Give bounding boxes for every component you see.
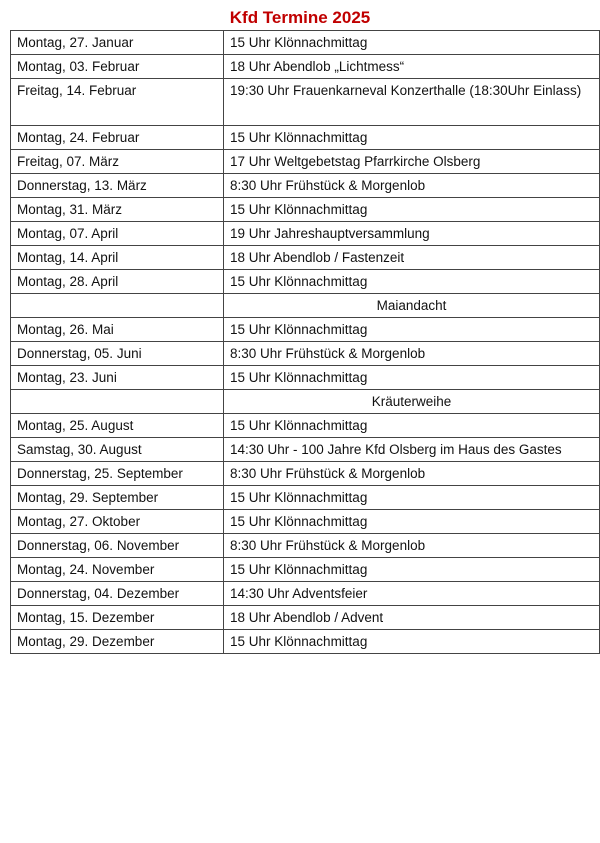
date-cell: Montag, 14. April bbox=[11, 246, 224, 270]
date-cell: Montag, 28. April bbox=[11, 270, 224, 294]
date-cell: Montag, 24. November bbox=[11, 558, 224, 582]
event-cell: 8:30 Uhr Frühstück & Morgenlob bbox=[224, 534, 600, 558]
date-cell: Donnerstag, 25. September bbox=[11, 462, 224, 486]
date-cell: Montag, 27. Oktober bbox=[11, 510, 224, 534]
event-cell: 19 Uhr Jahreshauptversammlung bbox=[224, 222, 600, 246]
event-cell: 18 Uhr Abendlob „Lichtmess“ bbox=[224, 55, 600, 79]
event-cell: 15 Uhr Klönnachmittag bbox=[224, 558, 600, 582]
page-title: Kfd Termine 2025 bbox=[229, 8, 371, 27]
date-cell: Montag, 15. Dezember bbox=[11, 606, 224, 630]
table-row bbox=[11, 246, 600, 270]
date-cell: Donnerstag, 05. Juni bbox=[11, 342, 224, 366]
table-row bbox=[11, 414, 600, 438]
table-row bbox=[11, 55, 600, 79]
table-row bbox=[11, 630, 600, 654]
date-cell: Montag, 25. August bbox=[11, 414, 224, 438]
event-cell: 15 Uhr Klönnachmittag bbox=[224, 414, 600, 438]
table-row bbox=[11, 79, 600, 126]
table-row bbox=[11, 462, 600, 486]
event-cell: 15 Uhr Klönnachmittag bbox=[224, 31, 600, 55]
table-row bbox=[11, 150, 600, 174]
table-row bbox=[11, 438, 600, 462]
event-cell: 8:30 Uhr Frühstück & Morgenlob bbox=[224, 342, 600, 366]
event-cell: 15 Uhr Klönnachmittag bbox=[224, 198, 600, 222]
event-cell: 15 Uhr Klönnachmittag bbox=[224, 366, 600, 390]
date-cell: Donnerstag, 04. Dezember bbox=[11, 582, 224, 606]
event-cell: 14:30 Uhr Adventsfeier bbox=[224, 582, 600, 606]
table-row bbox=[11, 222, 600, 246]
table-row bbox=[11, 318, 600, 342]
event-cell: 15 Uhr Klönnachmittag bbox=[224, 270, 600, 294]
date-cell: Montag, 07. April bbox=[11, 222, 224, 246]
table-row bbox=[11, 366, 600, 390]
date-cell: Montag, 29. September bbox=[11, 486, 224, 510]
event-cell: 15 Uhr Klönnachmittag bbox=[224, 630, 600, 654]
event-cell: Maiandacht bbox=[224, 294, 600, 318]
event-cell: 15 Uhr Klönnachmittag bbox=[224, 318, 600, 342]
event-cell: 17 Uhr Weltgebetstag Pfarrkirche Olsberg bbox=[224, 150, 600, 174]
date-cell: Donnerstag, 06. November bbox=[11, 534, 224, 558]
table-row bbox=[11, 534, 600, 558]
date-cell: Freitag, 14. Februar bbox=[11, 79, 224, 126]
table-row bbox=[11, 294, 600, 318]
table-row bbox=[11, 342, 600, 366]
event-cell: 8:30 Uhr Frühstück & Morgenlob bbox=[224, 174, 600, 198]
table-row bbox=[11, 606, 600, 630]
event-cell: 15 Uhr Klönnachmittag bbox=[224, 126, 600, 150]
table-row bbox=[11, 31, 600, 55]
date-cell: Montag, 27. Januar bbox=[11, 31, 224, 55]
date-cell: Montag, 29. Dezember bbox=[11, 630, 224, 654]
table-row bbox=[11, 558, 600, 582]
event-cell: 15 Uhr Klönnachmittag bbox=[224, 486, 600, 510]
date-cell bbox=[11, 294, 224, 318]
event-cell: 18 Uhr Abendlob / Advent bbox=[224, 606, 600, 630]
table-row bbox=[11, 270, 600, 294]
table-row bbox=[11, 510, 600, 534]
table-row bbox=[11, 198, 600, 222]
event-cell: 18 Uhr Abendlob / Fastenzeit bbox=[224, 246, 600, 270]
date-cell: Freitag, 07. März bbox=[11, 150, 224, 174]
date-cell: Donnerstag, 13. März bbox=[11, 174, 224, 198]
table-row bbox=[11, 126, 600, 150]
date-cell: Samstag, 30. August bbox=[11, 438, 224, 462]
date-cell: Montag, 03. Februar bbox=[11, 55, 224, 79]
schedule-body bbox=[11, 31, 600, 654]
date-cell bbox=[11, 390, 224, 414]
event-cell: 8:30 Uhr Frühstück & Morgenlob bbox=[224, 462, 600, 486]
event-cell: Kräuterweihe bbox=[224, 390, 600, 414]
table-row bbox=[11, 486, 600, 510]
event-cell: 15 Uhr Klönnachmittag bbox=[224, 510, 600, 534]
table-row bbox=[11, 582, 600, 606]
date-cell: Montag, 26. Mai bbox=[11, 318, 224, 342]
date-cell: Montag, 24. Februar bbox=[11, 126, 224, 150]
schedule-table bbox=[10, 30, 600, 654]
table-row bbox=[11, 390, 600, 414]
table-row bbox=[11, 174, 600, 198]
date-cell: Montag, 31. März bbox=[11, 198, 224, 222]
event-cell: 19:30 Uhr Frauenkarneval Konzerthalle (18:30Uhr Einlass) bbox=[224, 79, 600, 126]
event-cell: 14:30 Uhr - 100 Jahre Kfd Olsberg im Haus des Gastes bbox=[224, 438, 600, 462]
date-cell: Montag, 23. Juni bbox=[11, 366, 224, 390]
